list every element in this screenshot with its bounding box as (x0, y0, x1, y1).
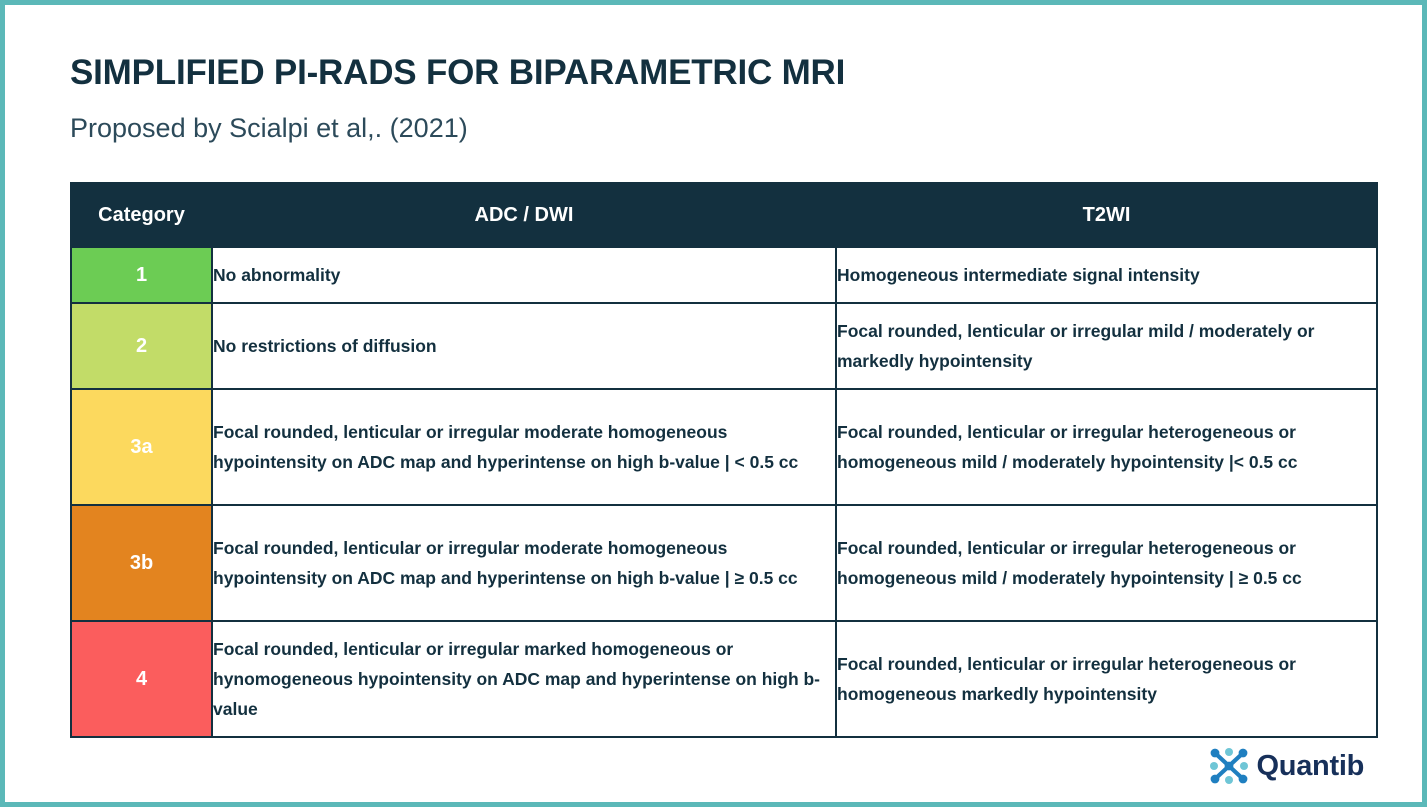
adc-dwi-cell: Focal rounded, lenticular or irregular moderate homogeneous hypointensity on ADC map and hyperintense on high b-value | ≥ 0.5 cc (212, 505, 836, 621)
slide-content (66, 5, 1366, 802)
column-header-adc-dwi: ADC / DWI (212, 183, 836, 247)
table-row (71, 621, 1377, 737)
category-cell: 3b (71, 505, 212, 621)
table-row (71, 505, 1377, 621)
column-header-category: Category (71, 183, 212, 247)
quantib-wordmark: Quantib (1256, 749, 1364, 782)
adc-dwi-cell: Focal rounded, lenticular or irregular moderate homogeneous hypointensity on ADC map and hyperintense on high b-value | < 0.5 cc (212, 389, 836, 505)
adc-dwi-cell: Focal rounded, lenticular or irregular marked homogeneous or hynomogeneous hypointensity on ADC map and hyperintense on high b-value (212, 621, 836, 737)
header-row (71, 183, 1377, 247)
table-row (71, 303, 1377, 389)
table-body (71, 247, 1377, 737)
quantib-network-icon (1210, 748, 1248, 784)
quantib-logo (1210, 748, 1364, 784)
category-cell: 1 (71, 247, 212, 303)
t2wi-cell: Focal rounded, lenticular or irregular heterogeneous or homogeneous markedly hypointensity (836, 621, 1377, 737)
t2wi-cell: Homogeneous intermediate signal intensity (836, 247, 1377, 303)
table-header (71, 183, 1377, 247)
pirads-table (70, 182, 1378, 738)
category-cell: 2 (71, 303, 212, 389)
adc-dwi-cell: No restrictions of diffusion (212, 303, 836, 389)
category-cell: 4 (71, 621, 212, 737)
t2wi-cell: Focal rounded, lenticular or irregular mild / moderately or markedly hypointensity (836, 303, 1377, 389)
category-cell: 3a (71, 389, 212, 505)
t2wi-cell: Focal rounded, lenticular or irregular heterogeneous or homogeneous mild / moderately hypointensity | ≥ 0.5 cc (836, 505, 1377, 621)
column-header-t2wi: T2WI (836, 183, 1377, 247)
t2wi-cell: Focal rounded, lenticular or irregular heterogeneous or homogeneous mild / moderately hypointensity |< 0.5 cc (836, 389, 1377, 505)
table-row (71, 247, 1377, 303)
page-subtitle: Proposed by Scialpi et al,. (2021) (70, 113, 468, 143)
adc-dwi-cell: No abnormality (212, 247, 836, 303)
page-title: SIMPLIFIED PI-RADS FOR BIPARAMETRIC MRI (70, 53, 846, 92)
table-row (71, 389, 1377, 505)
